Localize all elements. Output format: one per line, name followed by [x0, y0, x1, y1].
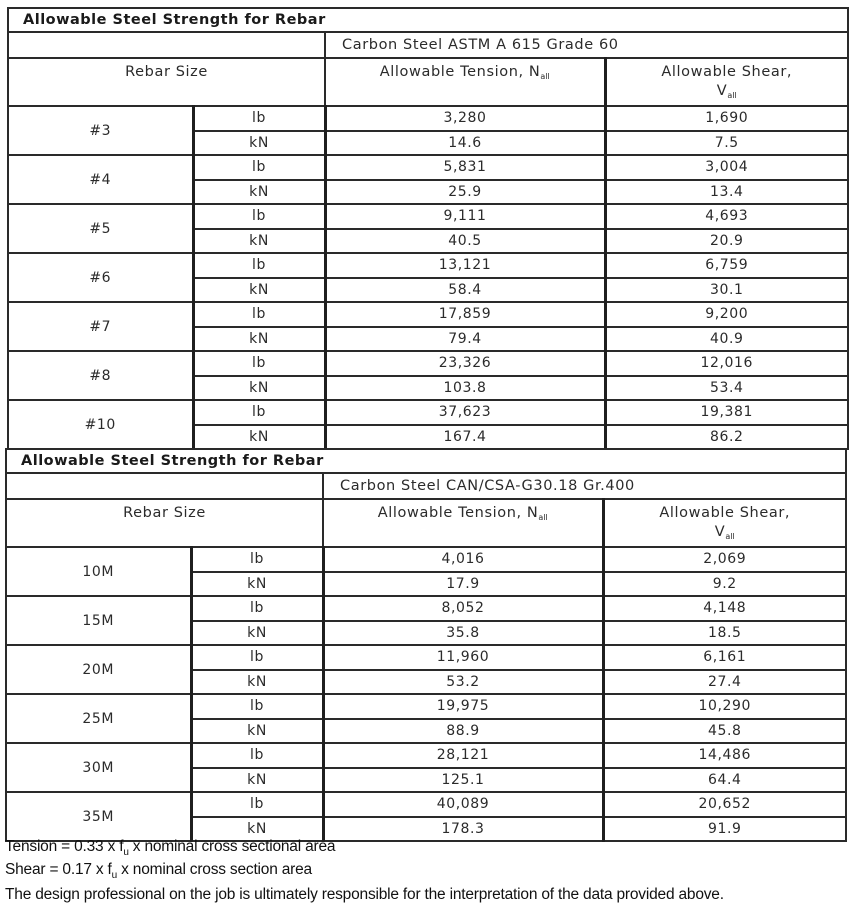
rebar-size-cell: 25M — [6, 694, 191, 743]
disclaimer-note: The design professional on the job is ultimately responsible for the interpretation of the data provided above. — [5, 886, 724, 903]
shear-header — [605, 58, 848, 106]
table-row — [8, 302, 848, 327]
shear-value: 20.9 — [605, 229, 848, 254]
tension-value: 25.9 — [325, 180, 605, 205]
shear-value: 18.5 — [603, 621, 846, 646]
unit-cell: kN — [191, 817, 323, 842]
unit-cell: kN — [191, 768, 323, 793]
shear-value: 19,381 — [605, 400, 848, 425]
note-subscript: u — [111, 870, 118, 882]
rebar-size-header: Rebar Size — [6, 499, 323, 547]
tension-value: 40,089 — [323, 792, 603, 817]
allowable-strength-table — [7, 7, 849, 450]
unit-cell: kN — [193, 229, 325, 254]
unit-cell: lb — [193, 204, 325, 229]
shear-value: 10,290 — [603, 694, 846, 719]
rebar-size-cell: 30M — [6, 743, 191, 792]
unit-cell: kN — [191, 621, 323, 646]
unit-cell: kN — [193, 425, 325, 450]
unit-cell: kN — [191, 719, 323, 744]
tension-value: 28,121 — [323, 743, 603, 768]
tension-value: 5,831 — [325, 155, 605, 180]
shear-value: 27.4 — [603, 670, 846, 695]
unit-cell: lb — [193, 155, 325, 180]
steel-grade-header: Carbon Steel ASTM A 615 Grade 60 — [325, 32, 848, 58]
unit-cell: kN — [193, 376, 325, 401]
tension-header — [325, 58, 605, 106]
tension-value: 3,280 — [325, 106, 605, 131]
shear-value: 45.8 — [603, 719, 846, 744]
unit-cell: kN — [193, 278, 325, 303]
unit-cell: lb — [191, 645, 323, 670]
tension-value: 125.1 — [323, 768, 603, 793]
unit-cell: kN — [191, 572, 323, 597]
tension-value: 17,859 — [325, 302, 605, 327]
unit-cell: lb — [193, 351, 325, 376]
unit-cell: lb — [191, 694, 323, 719]
tension-value: 9,111 — [325, 204, 605, 229]
table-title: Allowable Steel Strength for Rebar — [8, 8, 848, 32]
shear-value: 40.9 — [605, 327, 848, 352]
tension-value: 103.8 — [325, 376, 605, 401]
table-row — [8, 155, 848, 180]
shear-header-label: Allowable Shear, — [659, 505, 791, 521]
tension-value: 178.3 — [323, 817, 603, 842]
table-row — [6, 596, 846, 621]
shear-formula-note — [5, 861, 312, 881]
tension-value: 167.4 — [325, 425, 605, 450]
shear-value: 91.9 — [603, 817, 846, 842]
shear-symbol: V — [714, 524, 726, 540]
table-row — [6, 694, 846, 719]
shear-value: 13.4 — [605, 180, 848, 205]
unit-cell: kN — [191, 670, 323, 695]
tension-value: 37,623 — [325, 400, 605, 425]
rebar-size-cell: 35M — [6, 792, 191, 841]
shear-value: 64.4 — [603, 768, 846, 793]
shear-value: 6,759 — [605, 253, 848, 278]
table-row — [8, 351, 848, 376]
rebar-size-cell: 15M — [6, 596, 191, 645]
shear-value: 30.1 — [605, 278, 848, 303]
table-row — [8, 253, 848, 278]
tension-value: 11,960 — [323, 645, 603, 670]
tension-value: 58.4 — [325, 278, 605, 303]
shear-value: 6,161 — [603, 645, 846, 670]
table-row — [6, 792, 846, 817]
unit-cell: lb — [193, 302, 325, 327]
rebar-size-cell: #4 — [8, 155, 193, 204]
rebar-size-cell: #6 — [8, 253, 193, 302]
shear-value: 1,690 — [605, 106, 848, 131]
tension-header-label: Allowable Tension, N — [379, 64, 541, 80]
note-text: Tension = 0.33 x f — [5, 838, 124, 855]
tension-value: 14.6 — [325, 131, 605, 156]
shear-value: 53.4 — [605, 376, 848, 401]
note-text: x nominal cross sectional area — [128, 838, 336, 855]
unit-cell: kN — [193, 180, 325, 205]
rebar-size-cell: #5 — [8, 204, 193, 253]
tension-value: 88.9 — [323, 719, 603, 744]
shear-value: 12,016 — [605, 351, 848, 376]
table-title: Allowable Steel Strength for Rebar — [6, 449, 846, 473]
shear-value: 14,486 — [603, 743, 846, 768]
rebar-size-header: Rebar Size — [8, 58, 325, 106]
tension-value: 19,975 — [323, 694, 603, 719]
note-text: x nominal cross section area — [117, 861, 312, 878]
tension-value: 35.8 — [323, 621, 603, 646]
unit-cell: lb — [193, 400, 325, 425]
note-text: Shear = 0.17 x f — [5, 861, 112, 878]
tension-value: 8,052 — [323, 596, 603, 621]
unit-cell: lb — [191, 596, 323, 621]
table-row — [6, 645, 846, 670]
tension-value: 4,016 — [323, 547, 603, 572]
unit-cell: kN — [193, 131, 325, 156]
table-row — [6, 547, 846, 572]
unit-cell: lb — [193, 253, 325, 278]
unit-cell: kN — [193, 327, 325, 352]
tension-formula-note — [5, 838, 335, 858]
table-row — [8, 106, 848, 131]
steel-grade-header: Carbon Steel CAN/CSA-G30.18 Gr.400 — [323, 473, 846, 499]
note-subscript: u — [123, 847, 129, 859]
shear-value: 3,004 — [605, 155, 848, 180]
shear-value: 9,200 — [605, 302, 848, 327]
tension-header — [323, 499, 603, 547]
tension-value: 23,326 — [325, 351, 605, 376]
rebar-size-cell: 10M — [6, 547, 191, 596]
table-row — [8, 400, 848, 425]
tension-value: 40.5 — [325, 229, 605, 254]
tension-header-label: Allowable Tension, N — [377, 505, 539, 521]
shear-header-label: Allowable Shear, — [661, 64, 793, 80]
shear-subscript: all — [727, 91, 737, 100]
rebar-size-cell: #7 — [8, 302, 193, 351]
table-row — [8, 204, 848, 229]
shear-value: 9.2 — [603, 572, 846, 597]
tension-value: 13,121 — [325, 253, 605, 278]
blank-cell — [8, 32, 325, 58]
rebar-size-cell: #10 — [8, 400, 193, 449]
unit-cell: lb — [191, 792, 323, 817]
shear-subscript: all — [725, 532, 735, 541]
blank-cell — [6, 473, 323, 499]
shear-value: 4,693 — [605, 204, 848, 229]
unit-cell: lb — [191, 547, 323, 572]
shear-value: 7.5 — [605, 131, 848, 156]
tension-value: 79.4 — [325, 327, 605, 352]
unit-cell: lb — [191, 743, 323, 768]
tension-value: 53.2 — [323, 670, 603, 695]
shear-value: 2,069 — [603, 547, 846, 572]
shear-value: 4,148 — [603, 596, 846, 621]
rebar-size-cell: #3 — [8, 106, 193, 155]
unit-cell: lb — [193, 106, 325, 131]
tension-subscript: all — [538, 513, 548, 522]
shear-symbol: V — [716, 83, 728, 99]
shear-value: 86.2 — [605, 425, 848, 450]
tension-value: 17.9 — [323, 572, 603, 597]
shear-value: 20,652 — [603, 792, 846, 817]
shear-header — [603, 499, 846, 547]
rebar-size-cell: #8 — [8, 351, 193, 400]
tension-subscript: all — [540, 72, 550, 81]
table-row — [6, 743, 846, 768]
allowable-strength-table — [5, 448, 847, 842]
rebar-size-cell: 20M — [6, 645, 191, 694]
